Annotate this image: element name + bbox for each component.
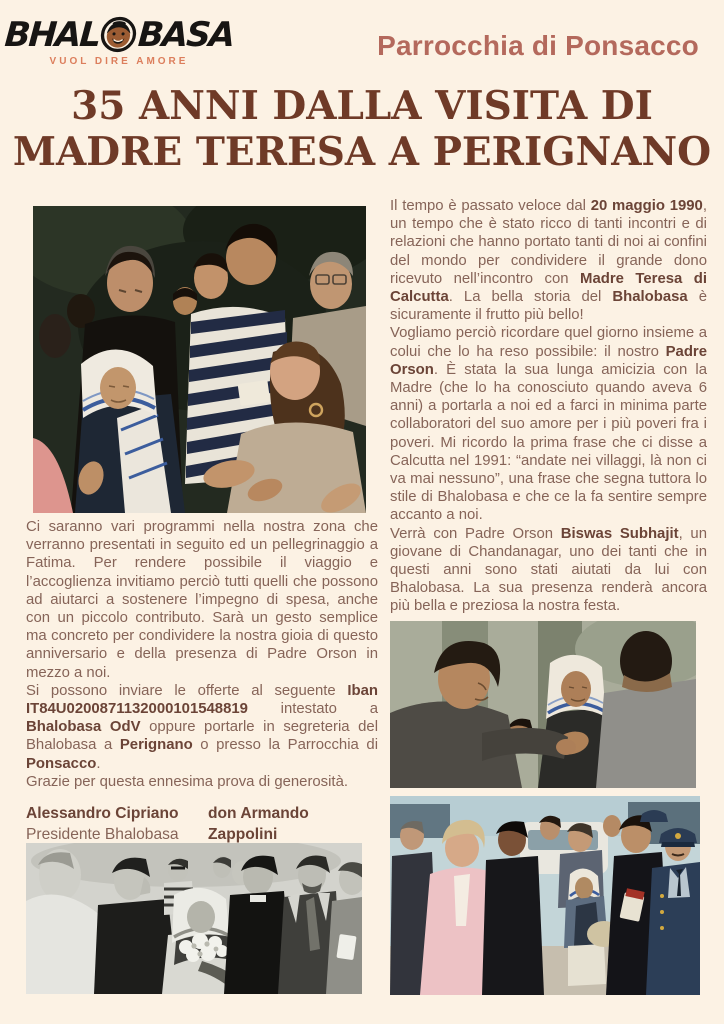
- paragraph: Ci saranno vari programmi nella nostra zona che verranno presentati in seguito ed un pellegrinaggio a Fatima. Per rendere possibile il viaggio e l’accoglienza invitiamo perciò tutti quelli che possono ad aiutarci a sostenere l’impegno di spesa, anche con un piccolo contributo. Sarà un gesto semplice ma concreto per condividere la nostra gioia di questo anniversario e della presenza di Padre Orson in mezzo a noi.: [26, 519, 378, 681]
- paragraph: Grazie per questa ennesima prova di generosità.: [26, 773, 348, 790]
- page-title-line1: 35 ANNI DALLA VISITA DI: [71, 83, 653, 129]
- paragraph: Vogliamo perciò ricordare quel giorno insieme a colui che lo ha reso possibile: il nostro Padre Orson. È stata la sua lunga amicizia con la Madre (che lo ha conosciuto quando aveva 6 anni) a portarla a noi ed a farci in minima parte collaboratori del suo amore per i più poveri fra i poveri. Mi ricordo la prima frase che ci disse a Calcutta nel 1991: “andate nei villaggi, là non ci va mai nessuno”, una frase che segna tuttora lo stile di Bhalobasa e che ce la fa sentire sempre accanto a noi.: [390, 325, 707, 524]
- smiling-child-face-icon: [99, 16, 139, 53]
- photo-bw-madre-teresa-flowers: [26, 843, 362, 994]
- signature-name: Alessandro Cipriano: [26, 805, 179, 822]
- logo-text-start: BHAL: [3, 14, 101, 55]
- right-column-text: [390, 197, 707, 616]
- logo-text-end: BASA: [136, 14, 235, 55]
- bhalobasa-logo: [3, 14, 235, 67]
- page-title-line2: MADRE TERESA A PERIGNANO: [12, 128, 712, 175]
- paragraph: Verrà con Padre Orson Biswas Subhajit, un giovane di Chandanagar, uno dei tanti che in questi anni sono stati aiutati da lui con Bhalobasa. La sua presenza renderà ancora più bella e preziosa la nostra festa.: [390, 525, 707, 615]
- page-title: [0, 84, 724, 175]
- photo-madre-teresa-crowd: [33, 206, 366, 513]
- parish-name: Parrocchia di Ponsacco: [377, 30, 699, 61]
- photo-madre-teresa-walking-group: [390, 796, 700, 995]
- signature-role: Presidente Bhalobasa: [26, 826, 179, 843]
- photo-madre-teresa-conversation: [390, 621, 696, 788]
- paragraph: Si possono inviare le offerte al seguente Iban IT84U0200871132000101548819 intestato a Bhalobasa OdV oppure portarle in segreteria del Bhalobasa a Perignano o presso la Parrocchia di Ponsacco.: [26, 682, 378, 772]
- logo-tagline: VUOL DIRE AMORE: [49, 56, 189, 67]
- left-column-text: [26, 518, 378, 791]
- signature-name: don Armando Zappolini: [208, 805, 309, 843]
- logo-wordmark: [3, 14, 235, 55]
- paragraph: Il tempo è passato veloce dal 20 maggio 1990, un tempo che è stato ricco di tanti incontri e di relazioni che hanno portato tanti di noi ai confini del mondo per condividere il grande dono ricevuto nell’incontro con Madre Teresa di Calcutta. La bella storia del Bhalobasa è sicuramente il frutto più bello!: [390, 198, 707, 324]
